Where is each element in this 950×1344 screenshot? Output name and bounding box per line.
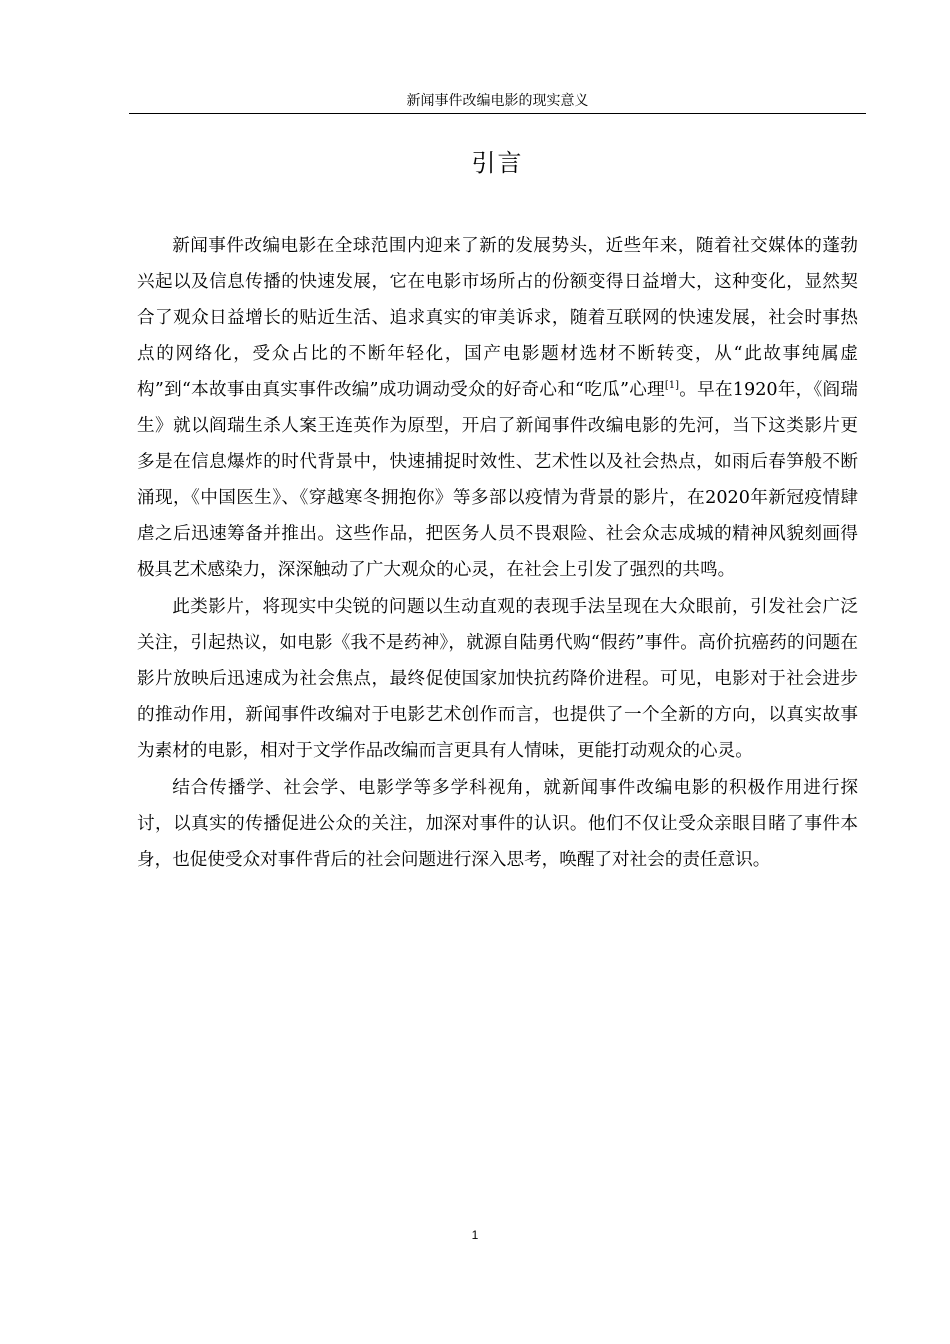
- body-text: [137, 228, 858, 878]
- paragraph-1-text-b: 。早在1920年，《阎瑞生》就以阎瑞生杀人案王连英作为原型，开启了新闻事件改编电影的先河，当下这类影片更多是在信息爆炸的时代背景中，快速捕捉时效性、艺术性以及社会热点，如雨后春笋般不断涌现，《中国医生》、《穿越寒冬拥抱你》等多部以疫情为背景的影片，在2020年新冠疫情肆虐之后迅速筹备并推出。这些作品，把医务人员不畏艰险、社会众志成城的精神风貌刻画得极具艺术感染力，深深触动了广大观众的心灵，在社会上引发了强烈的共鸣。: [137, 380, 858, 580]
- paragraph-1: [137, 228, 858, 588]
- paragraph-3: 结合传播学、社会学、电影学等多学科视角，就新闻事件改编电影的积极作用进行探讨，以真实的传播促进公众的关注，加深对事件的认识。他们不仅让受众亲眼目睹了事件本身，也促使受众对事件背后的社会问题进行深入思考，唤醒了对社会的责任意识。: [137, 778, 858, 870]
- running-header: 新闻事件改编电影的现实意义: [406, 93, 589, 109]
- header-rule: [129, 113, 866, 114]
- section-title: 引言: [471, 149, 524, 177]
- paragraph-1-text-a: 新闻事件改编电影在全球范围内迎来了新的发展势头，近些年来，随着社交媒体的蓬勃兴起以及信息传播的快速发展，它在电影市场所占的份额变得日益增大，这种变化，显然契合了观众日益增长的贴近生活、追求真实的审美诉求，随着互联网的快速发展，社会时事热点的网络化，受众占比的不断年轻化，国产电影题材选材不断转变，从“此故事纯属虚构”到“本故事由真实事件改编”成功调动受众的好奇心和“吃瓜”心理: [137, 236, 858, 400]
- page-number: 1: [471, 1228, 479, 1242]
- paragraph-2: 此类影片，将现实中尖锐的问题以生动直观的表现手法呈现在大众眼前，引发社会广泛关注，引起热议，如电影《我不是药神》，就源自陆勇代购“假药”事件。高价抗癌药的问题在影片放映后迅速成为社会焦点，最终促使国家加快抗药降价进程。可见，电影对于社会进步的推动作用，新闻事件改编对于电影艺术创作而言，也提供了一个全新的方向，以真实故事为素材的电影，相对于文学作品改编而言更具有人情味，更能打动观众的心灵。: [137, 597, 858, 761]
- citation-marker: [1]: [664, 380, 680, 392]
